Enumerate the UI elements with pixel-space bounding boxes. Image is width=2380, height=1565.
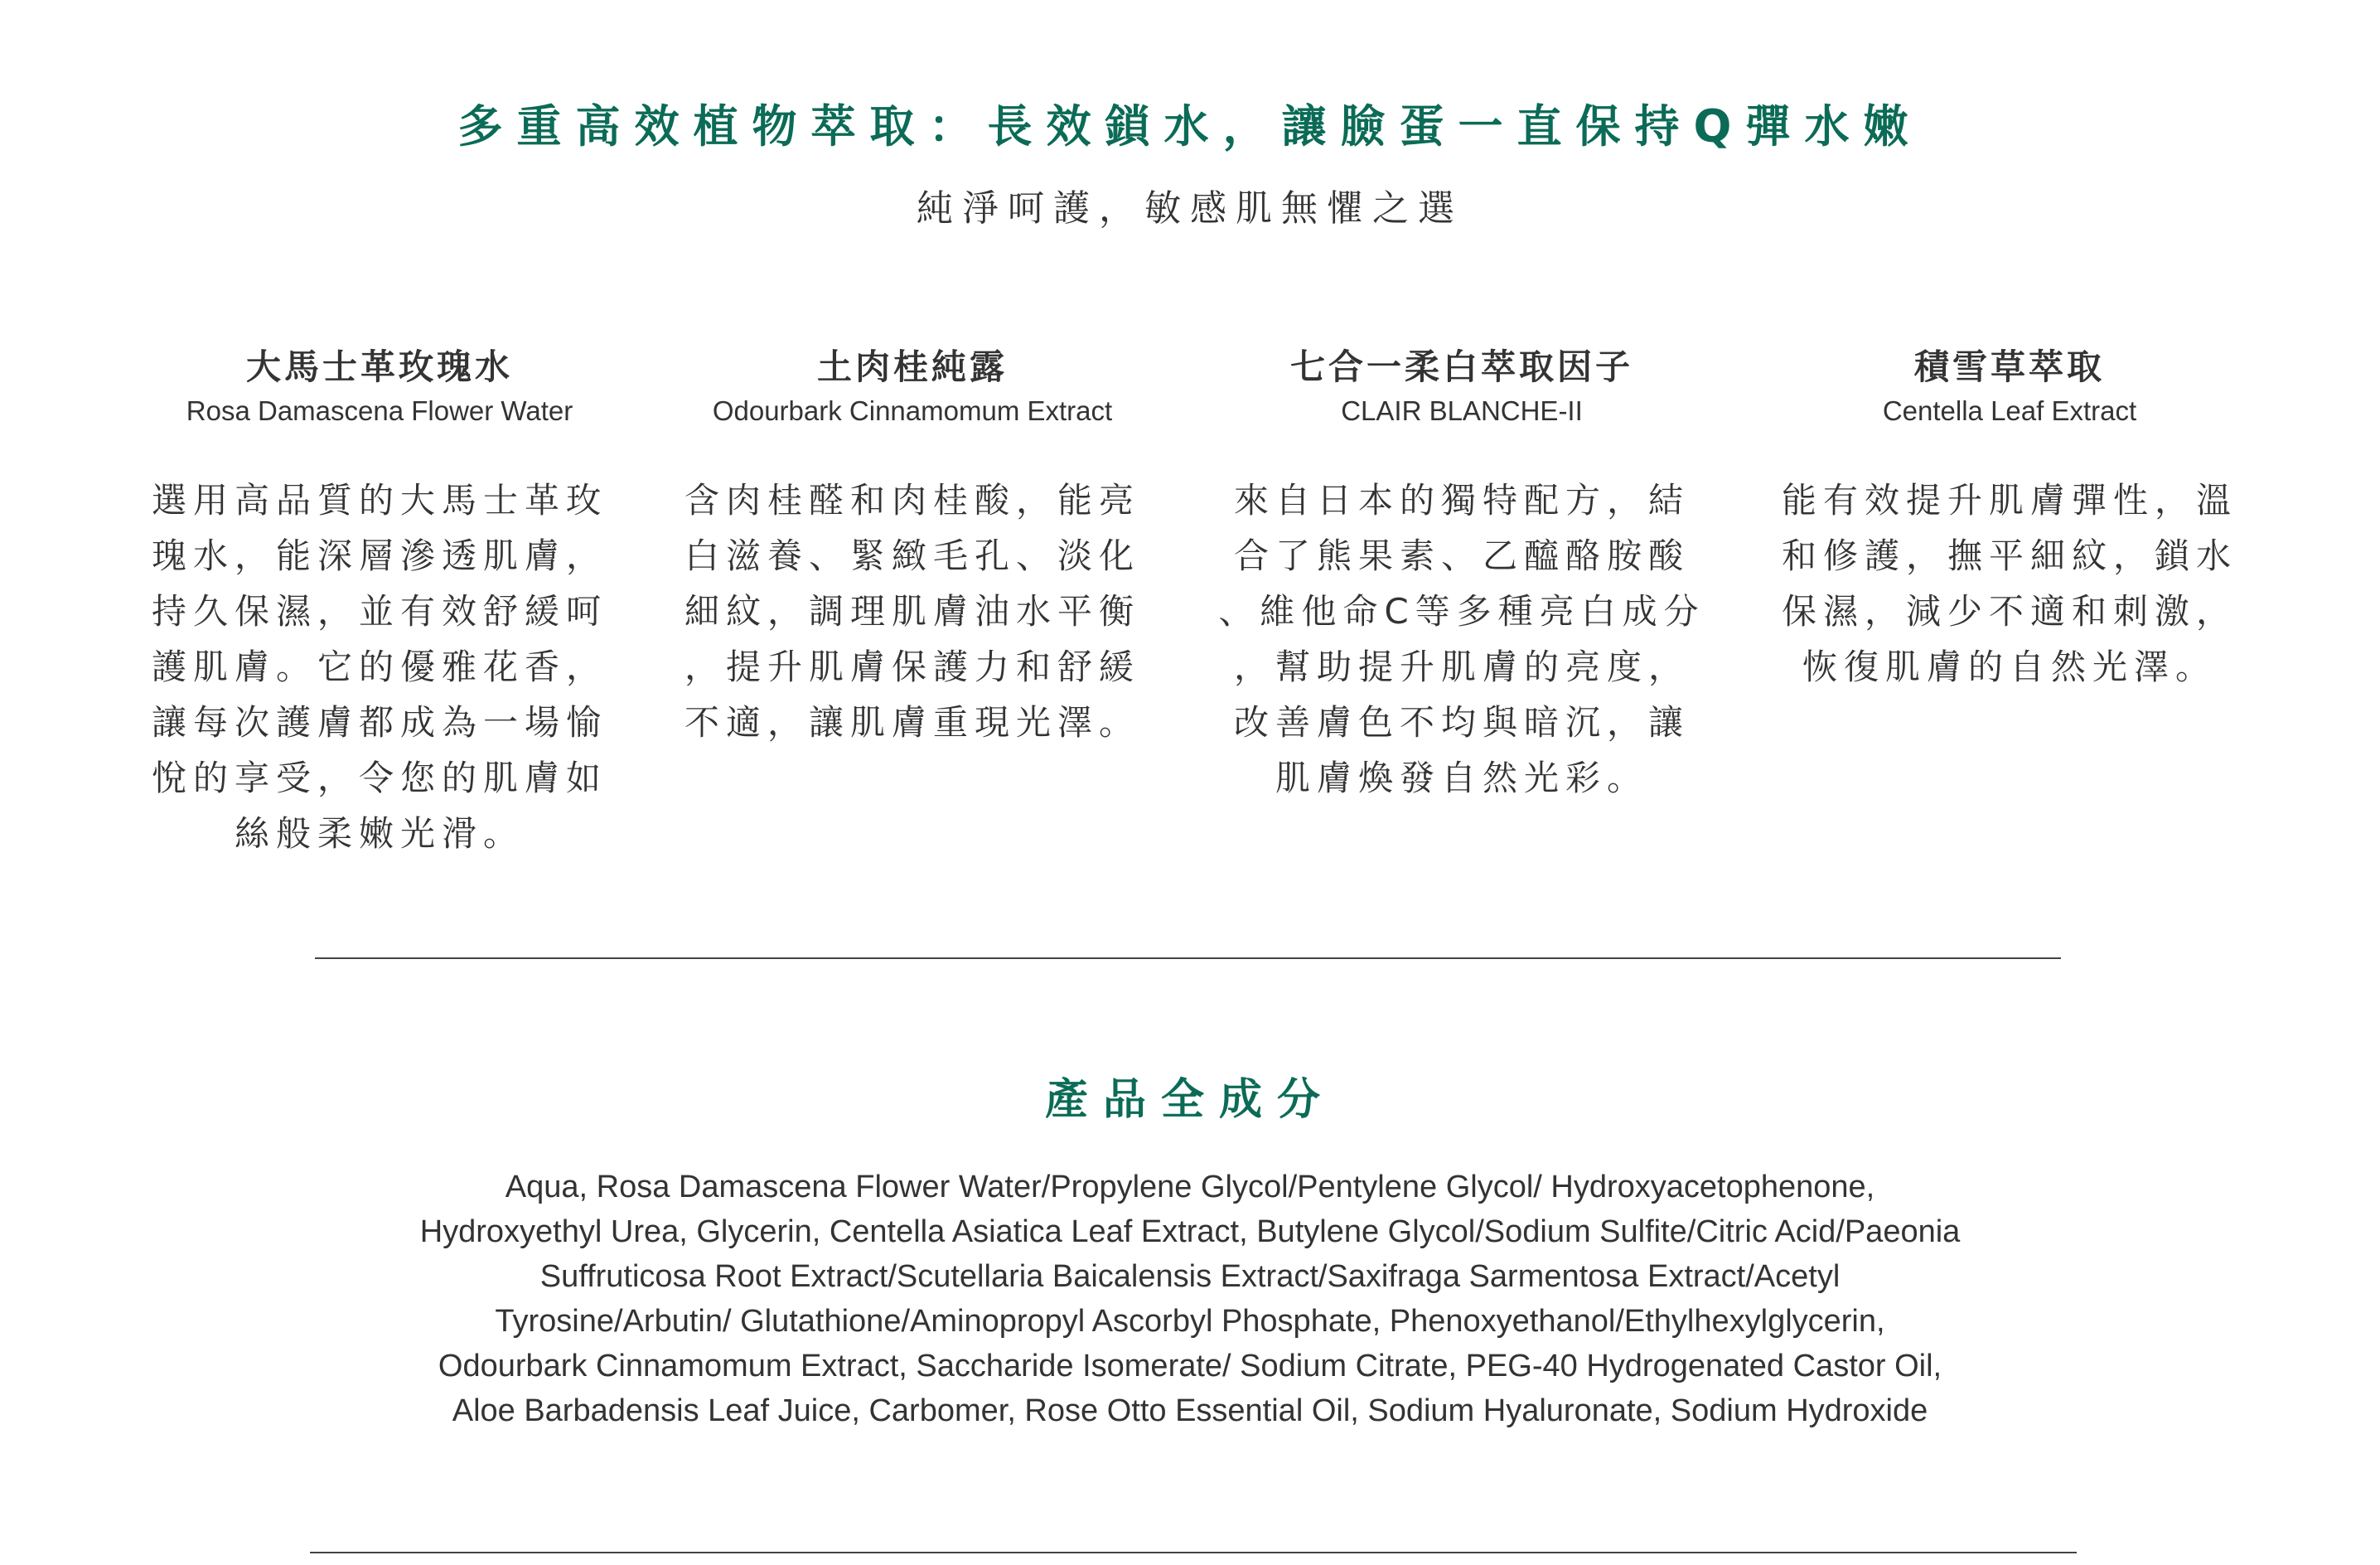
- description-line: 護肌膚。它的優雅花香，: [151, 647, 607, 687]
- ingredient-column-cinnamomum: [639, 342, 1186, 750]
- description-line: 持久保濕，並有效舒緩呵: [151, 591, 607, 632]
- description-line: 、維他命C等多種亮白成分: [1218, 591, 1705, 632]
- ingredient-name-cn: 七合一柔白萃取因子: [1289, 346, 1633, 387]
- ingredient-description: [1188, 472, 1735, 806]
- ingredient-column-centella: [1736, 342, 2283, 695]
- ingredient-description: [639, 472, 1186, 750]
- ingredients-line: Hydroxyethyl Urea, Glycerin, Centella Asiatica Leaf Extract, Butylene Glycol/Sodium Sulfite/Citric Acid/Paeonia: [419, 1214, 1961, 1249]
- description-line: ，提升肌膚保護力和舒緩: [684, 647, 1140, 687]
- description-line: 不適，讓肌膚重現光澤。: [684, 702, 1140, 743]
- ingredient-name-en: CLAIR BLANCHE-II: [1341, 395, 1583, 426]
- section-divider-top: [315, 957, 2061, 959]
- ingredient-name-cn: 大馬士革玫瑰水: [245, 346, 513, 387]
- description-line: 絲般柔嫩光滑。: [234, 813, 525, 854]
- ingredients-line: Aloe Barbadensis Leaf Juice, Carbomer, Rose Otto Essential Oil, Sodium Hyaluronate, Sodium Hydroxide: [452, 1393, 1928, 1428]
- description-line: ，幫助提升肌膚的亮度，: [1233, 647, 1690, 687]
- description-line: 能有效提升肌膚彈性，溫: [1781, 480, 2237, 521]
- description-line: 讓每次護膚都成為一場愉: [151, 702, 607, 743]
- description-line: 合了熊果素、乙醯酪胺酸: [1233, 535, 1690, 576]
- description-line: 選用高品質的大馬士革玫: [151, 480, 607, 521]
- ingredients-line: Odourbark Cinnamomum Extract, Saccharide Isomerate/ Sodium Citrate, PEG-40 Hydrogenated Castor Oil,: [438, 1349, 1942, 1383]
- ingredient-name-cn: 積雪草萃取: [1913, 346, 2105, 387]
- ingredient-name-en: Centella Leaf Extract: [1882, 395, 2137, 426]
- ingredients-line: Aqua, Rosa Damascena Flower Water/Propylene Glycol/Pentylene Glycol/ Hydroxyacetophenone,: [505, 1170, 1875, 1204]
- ingredient-column-rose-water: [106, 342, 653, 861]
- ingredient-column-clair-blanche: [1188, 342, 1735, 806]
- description-line: 瑰水，能深層滲透肌膚，: [151, 535, 607, 576]
- ingredients-line: Tyrosine/Arbutin/ Glutathione/Aminopropyl Ascorbyl Phosphate, Phenoxyethanol/Ethylhexylglycerin,: [495, 1304, 1885, 1339]
- section-title: 多重高效植物萃取：長效鎖水，讓臉蛋一直保持Q彈水嫩: [457, 100, 1923, 153]
- ingredients-line: Suffruticosa Root Extract/Scutellaria Baicalensis Extract/Saxifraga Sarmentosa Extract/Acetyl: [539, 1259, 1841, 1294]
- ingredient-name-en: Rosa Damascena Flower Water: [186, 395, 573, 426]
- ingredient-name-en: Odourbark Cinnamomum Extract: [712, 395, 1113, 426]
- full-ingredients-list: [0, 1165, 2380, 1433]
- description-line: 改善膚色不均與暗沉，讓: [1233, 702, 1690, 743]
- ingredient-description: [1736, 472, 2283, 695]
- full-ingredients-title: 產品全成分: [1044, 1075, 1335, 1125]
- description-line: 來自日本的獨特配方，結: [1233, 480, 1690, 521]
- section-subtitle: 純淨呵護，敏感肌無懼之選: [917, 187, 1463, 230]
- description-line: 和修護，撫平細紋，鎖水: [1781, 535, 2237, 576]
- description-line: 保濕，減少不適和刺激，: [1781, 591, 2237, 632]
- description-line: 悅的享受，令您的肌膚如: [151, 758, 607, 798]
- section-divider-bottom: [310, 1552, 2077, 1553]
- description-line: 含肉桂醛和肉桂酸，能亮: [684, 480, 1140, 521]
- ingredient-name-cn: 土肉桂純露: [816, 346, 1008, 387]
- description-line: 白滋養、緊緻毛孔、淡化: [684, 535, 1140, 576]
- description-line: 肌膚煥發自然光彩。: [1275, 758, 1648, 798]
- description-line: 細紋，調理肌膚油水平衡: [684, 591, 1140, 632]
- description-line: 恢復肌膚的自然光澤。: [1802, 647, 2217, 687]
- ingredient-description: [106, 472, 653, 861]
